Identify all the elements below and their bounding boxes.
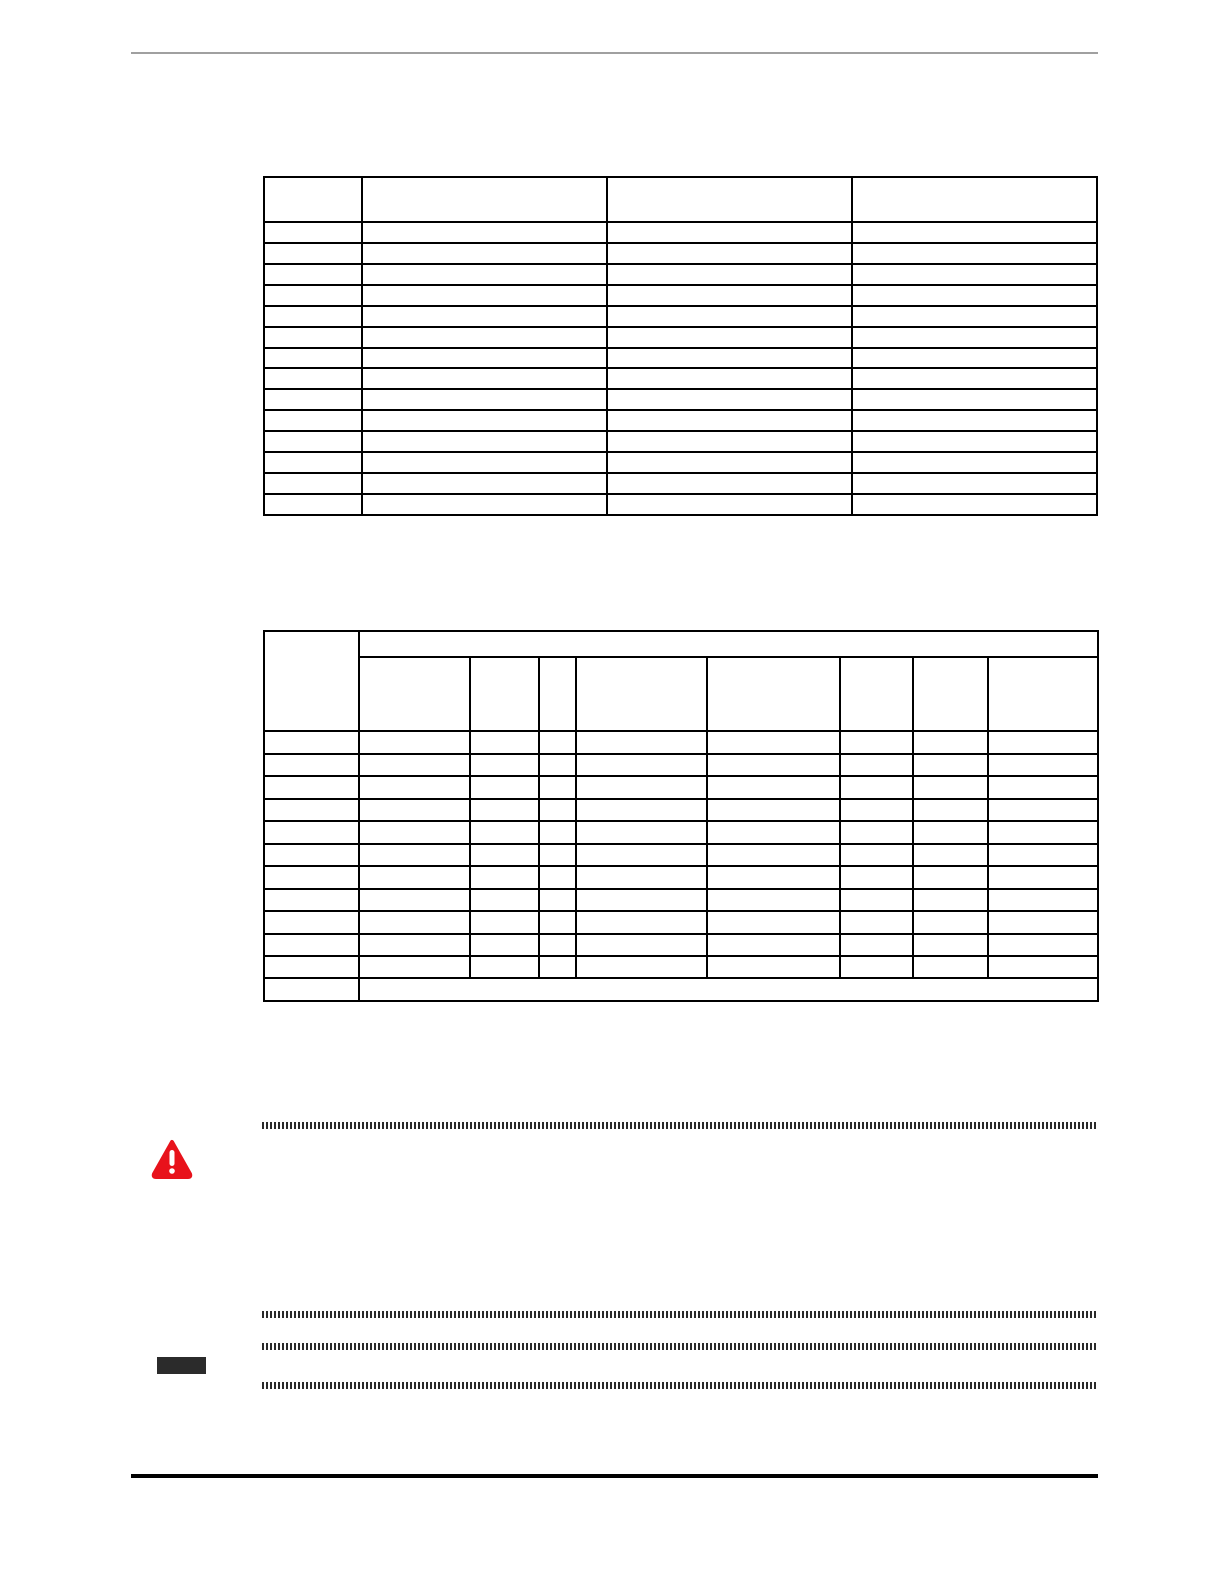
table-row <box>264 821 1098 843</box>
table-row <box>264 473 1097 494</box>
note-top-rule <box>262 1343 1098 1350</box>
table-2-group-header <box>359 631 1098 657</box>
table-row <box>264 410 1097 431</box>
warning-top-rule <box>262 1122 1098 1129</box>
note-badge <box>157 1357 206 1374</box>
table-row <box>264 431 1097 452</box>
table-2-group-header-row <box>264 631 1098 657</box>
table-row <box>264 389 1097 410</box>
table-row <box>264 776 1098 798</box>
header-rule <box>131 52 1098 54</box>
table-2-subheader-row <box>264 657 1098 732</box>
table-row <box>264 452 1097 473</box>
footer-rule <box>131 1474 1098 1478</box>
table-row <box>264 327 1097 348</box>
exclamation-warning-icon <box>151 1139 193 1181</box>
table-1 <box>263 176 1098 516</box>
table-row <box>264 285 1097 306</box>
table-2-footer-row <box>264 978 1098 1001</box>
table-row <box>264 889 1098 911</box>
table-row <box>264 494 1097 515</box>
table-row <box>264 243 1097 264</box>
warning-bottom-rule <box>262 1311 1098 1318</box>
table-row <box>264 866 1098 888</box>
table-row <box>264 956 1098 978</box>
table-2-footer-cell <box>359 978 1098 1001</box>
table-row <box>264 799 1098 821</box>
table-row <box>264 754 1098 776</box>
table-row <box>264 844 1098 866</box>
table-row <box>264 306 1097 327</box>
table-row <box>264 368 1097 389</box>
table-row <box>264 731 1098 753</box>
table-row <box>264 934 1098 956</box>
table-2-corner-cell <box>264 631 359 731</box>
table-row <box>264 348 1097 369</box>
note-bottom-rule <box>262 1382 1098 1389</box>
table-2 <box>263 630 1099 1002</box>
table-row <box>264 222 1097 243</box>
table-1-header-row <box>264 177 1097 222</box>
table-row <box>264 264 1097 285</box>
table-row <box>264 911 1098 933</box>
